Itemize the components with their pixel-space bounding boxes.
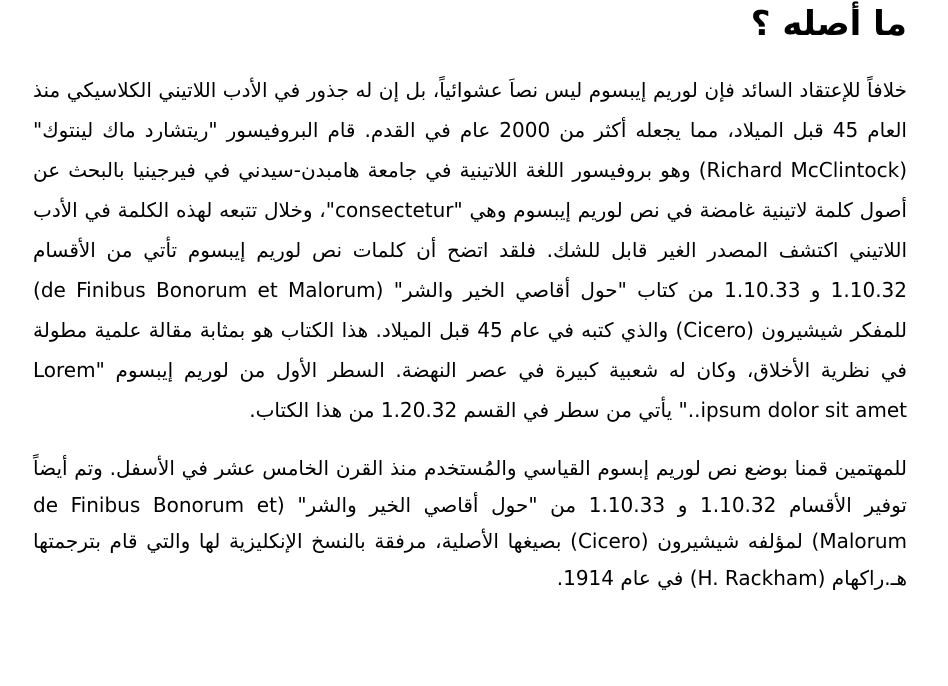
article-heading: ما أصله ؟ xyxy=(750,4,907,44)
article-paragraph-reference: للمهتمين قمنا بوضع نص لوريم إبسوم القياسي والمُستخدم منذ القرن الخامس عشر في الأسفل. وتم أيضاً توفير الأقسام 1.10.32 و 1.10.33 من "حول أقاصي الخير والشر" (de Finibus Bonorum et Malorum) لمؤلفه شيشيرون (Cicero) بصيغها الأصلية، مرفقة بالنسخ الإنكليزية لها والتي قام بترجمتها هـ.راكهام (H. Rackham) في عام 1914. xyxy=(33,456,907,590)
article-paragraph-origin: خلافاً للإعتقاد السائد فإن لوريم إيبسوم ليس نصاَ عشوائياً، بل إن له جذور في الأدب اللاتيني الكلاسيكي منذ العام 45 قبل الميلاد، مما يجعله أكثر من 2000 عام في القدم. قام البروفيسور "ريتشارد ماك لينتوك" (Richard McClintock) وهو بروفيسور اللغة اللاتينية في جامعة هامبدن-سيدني في فيرجينيا بالبحث عن أصول كلمة لاتينية غامضة في نص لوريم إيبسوم وهي "consectetur"، وخلال تتبعه لهذه الكلمة في الأدب اللاتيني اكتشف المصدر الغير قابل للشك. فلقد اتضح أن كلمات نص لوريم إيبسوم تأتي من الأقسام 1.10.32 و 1.10.33 من كتاب "حول أقاصي الخير والشر" (de Finibus Bonorum et Malorum) للمفكر شيشيرون (Cicero) والذي كتبه في عام 45 قبل الميلاد. هذا الكتاب هو بمثابة مقالة علمية مطولة في نظرية الأخلاق، وكان له شعبية كبيرة في عصر النهضة. السطر الأول من لوريم إيبسوم "Lorem ipsum dolor sit amet.." يأتي من سطر في القسم 1.20.32 من هذا الكتاب. xyxy=(33,78,908,422)
article xyxy=(33,0,907,596)
